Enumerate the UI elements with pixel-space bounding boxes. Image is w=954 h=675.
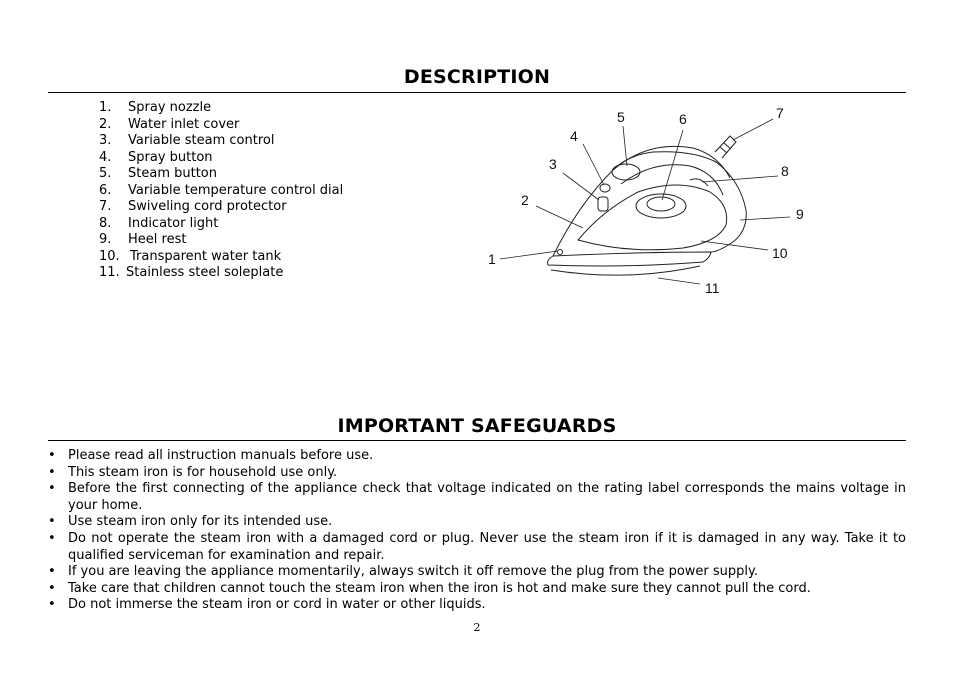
bullet: • (48, 530, 56, 546)
safeguard-text: Do not operate the steam iron with a damaged cord or plug. Never use the steam iron if it is damaged in any way. Take it to qualified serviceman for examination and repair. (68, 530, 906, 563)
parts-list-item (99, 199, 343, 216)
part-label: Variable steam control (128, 133, 275, 148)
leader-line-5 (623, 126, 627, 166)
part-number: 9. (99, 232, 112, 247)
callout-2: 2 (521, 192, 529, 208)
part-number: 3. (99, 133, 112, 148)
part-number: 10. (99, 248, 120, 264)
leader-line-4 (583, 144, 604, 185)
bullet: • (48, 580, 56, 596)
leader-line-3 (563, 173, 599, 200)
callout-4: 4 (570, 128, 578, 144)
bullet: • (48, 514, 56, 530)
parts-list-item (99, 100, 343, 117)
part-label: Stainless steel soleplate (126, 265, 284, 280)
description-heading: DESCRIPTION (403, 66, 551, 88)
temperature-dial-center-shape (647, 197, 675, 211)
callout-3: 3 (549, 156, 557, 172)
parts-list-item (99, 216, 343, 233)
steam-iron-diagram (478, 100, 818, 300)
part-number: 7. (99, 199, 112, 214)
callout-numbers (488, 105, 804, 296)
bullet: • (48, 481, 56, 497)
part-label: Variable temperature control dial (128, 182, 344, 198)
page-number: 2 (473, 621, 481, 634)
safeguard-item (48, 581, 906, 598)
safeguard-text: If you are leaving the appliance momentarily, always switch it off remove the plug from the power supply. (68, 564, 758, 580)
description-divider (48, 92, 906, 93)
parts-list-item (99, 117, 343, 134)
callout-11: 11 (705, 280, 720, 296)
soleplate-shape (548, 252, 711, 266)
temperature-dial-shape (636, 194, 686, 218)
parts-list-item (99, 183, 343, 200)
leader-line-10 (701, 241, 768, 250)
safeguard-text: Before the first connecting of the appliance check that voltage indicated on the rating label corresponds the mains voltage in your home. (68, 481, 906, 513)
callout-7: 7 (776, 105, 784, 121)
parts-list (99, 100, 343, 282)
indicator-light-shape (690, 179, 708, 186)
part-label: Spray button (128, 149, 213, 165)
bullet: • (48, 597, 56, 613)
safeguard-item (48, 465, 906, 482)
safeguard-text: This steam iron is for household use only. (68, 464, 338, 480)
callout-5: 5 (617, 109, 625, 125)
part-label: Water inlet cover (128, 116, 240, 132)
bullet: • (48, 448, 56, 463)
part-label: Spray nozzle (128, 100, 212, 115)
steam-iron-drawing (548, 136, 747, 275)
safeguard-text: Use steam iron only for its intended use. (68, 514, 333, 530)
callout-leaders (500, 119, 790, 284)
callout-1: 1 (488, 251, 496, 267)
part-label: Steam button (128, 166, 217, 181)
safeguard-item (48, 531, 906, 564)
safeguard-item (48, 481, 906, 514)
safeguard-item (48, 597, 906, 614)
parts-list-item (99, 232, 343, 249)
part-number: 11. (99, 265, 120, 280)
leader-line-9 (740, 217, 790, 220)
part-number: 6. (99, 182, 112, 198)
leader-line-2 (536, 206, 583, 228)
iron-body-shape (553, 152, 746, 256)
safeguards-heading: IMPORTANT SAFEGUARDS (337, 415, 617, 437)
leader-line-7 (733, 119, 773, 140)
safeguard-item (48, 448, 906, 465)
callout-10: 10 (772, 245, 788, 261)
spray-button-shape (600, 184, 610, 192)
safeguard-text: Take care that children cannot touch the steam iron when the iron is hot and make sure they cannot pull the cord. (68, 580, 811, 596)
handle-inner-shape (621, 165, 723, 195)
part-number: 4. (99, 149, 112, 165)
safeguard-text: Please read all instruction manuals before use. (68, 448, 374, 463)
handle-shape (613, 146, 730, 178)
soleplate-edge-shape (551, 266, 700, 275)
safeguard-item (48, 564, 906, 581)
steam-button-shape (612, 164, 640, 180)
parts-list-item (99, 150, 343, 167)
cord-protector-shape (715, 136, 736, 158)
safeguard-text: Do not immerse the steam iron or cord in water or other liquids. (68, 597, 486, 613)
parts-list-item (99, 133, 343, 150)
parts-list-item (99, 249, 343, 266)
parts-list-item (99, 265, 343, 282)
part-number: 2. (99, 116, 112, 132)
part-number: 8. (99, 215, 112, 231)
part-label: Heel rest (128, 232, 187, 247)
spray-nozzle-shape (558, 250, 563, 255)
safeguards-list (48, 448, 906, 614)
parts-list-item (99, 166, 343, 183)
part-label: Indicator light (128, 215, 219, 231)
part-number: 1. (99, 100, 112, 115)
safeguards-divider (48, 440, 906, 441)
safeguard-item (48, 514, 906, 531)
bullet: • (48, 464, 56, 480)
bullet: • (48, 564, 56, 580)
part-label: Swiveling cord protector (128, 199, 287, 214)
leader-line-11 (658, 278, 700, 284)
callout-6: 6 (679, 111, 687, 127)
leader-line-1 (500, 251, 558, 259)
part-label: Transparent water tank (130, 248, 282, 264)
callout-8: 8 (781, 163, 789, 179)
part-number: 5. (99, 166, 112, 181)
callout-9: 9 (796, 206, 804, 222)
steam-control-shape (598, 197, 608, 211)
